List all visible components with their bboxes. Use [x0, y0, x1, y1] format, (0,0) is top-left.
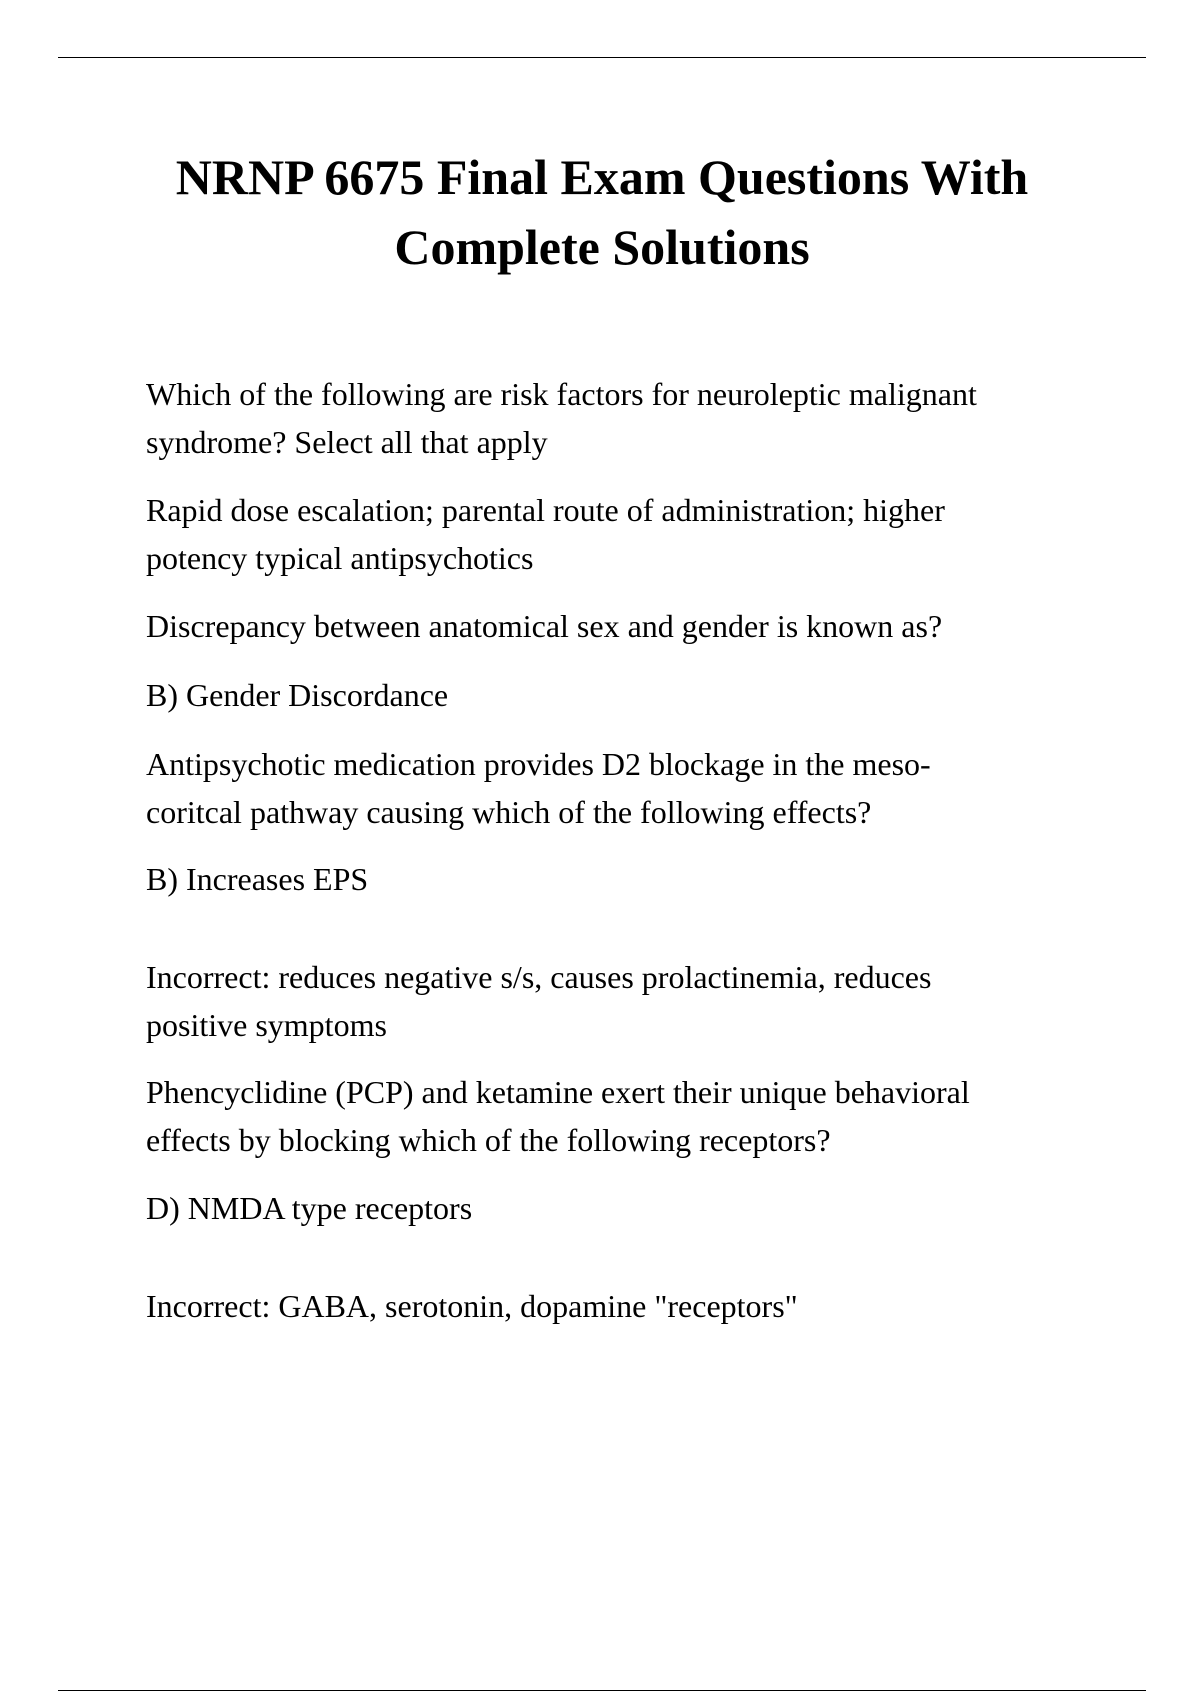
question-1	[146, 370, 1096, 466]
text-line: positive symptoms	[146, 1007, 387, 1043]
text-line: potency typical antipsychotics	[146, 540, 534, 576]
answer-3	[146, 855, 1096, 903]
document-title	[58, 142, 1146, 282]
title-line-2: Complete Solutions	[394, 219, 810, 275]
text-line: B) Gender Discordance	[146, 677, 449, 713]
text-line: effects by blocking which of the following receptors?	[146, 1122, 831, 1158]
text-line: Discrepancy between anatomical sex and gender is known as?	[146, 608, 943, 644]
answer-2	[146, 671, 1096, 719]
text-line: Phencyclidine (PCP) and ketamine exert their unique behavioral	[146, 1074, 970, 1110]
text-line: syndrome? Select all that apply	[146, 424, 548, 460]
text-line: B) Increases EPS	[146, 861, 369, 897]
text-line: Incorrect: reduces negative s/s, causes prolactinemia, reduces	[146, 959, 932, 995]
top-rule	[58, 57, 1146, 58]
answer-4	[146, 1184, 1096, 1232]
text-line: Rapid dose escalation; parental route of administration; higher	[146, 492, 945, 528]
text-line: coritcal pathway causing which of the following effects?	[146, 794, 872, 830]
question-2	[146, 602, 1096, 650]
bottom-rule	[58, 1690, 1146, 1691]
question-4	[146, 1068, 1096, 1164]
question-3	[146, 740, 1096, 836]
answer-1	[146, 486, 1096, 582]
text-line: D) NMDA type receptors	[146, 1190, 473, 1226]
text-line: Antipsychotic medication provides D2 blockage in the meso-	[146, 746, 931, 782]
text-line: Which of the following are risk factors for neuroleptic malignant	[146, 376, 977, 412]
answer-4-note	[146, 1282, 1096, 1330]
text-line: Incorrect: GABA, serotonin, dopamine "receptors"	[146, 1288, 798, 1324]
answer-3-note	[146, 953, 1096, 1049]
title-line-1: NRNP 6675 Final Exam Questions With	[175, 149, 1029, 205]
